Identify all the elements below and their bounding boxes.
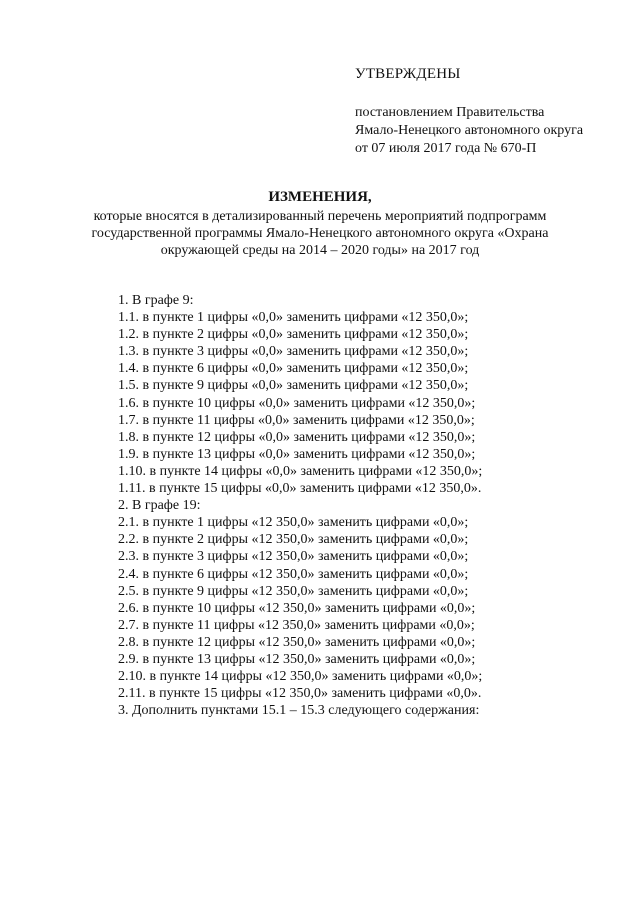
- document-subtitle-line: которые вносятся в детализированный перечень мероприятий подпрограмм: [93, 209, 547, 224]
- amendment-item: 1.9. в пункте 13 цифры «0,0» заменить цифрами «12 350,0»;: [118, 446, 476, 462]
- amendment-item: 1.6. в пункте 10 цифры «0,0» заменить цифрами «12 350,0»;: [118, 395, 476, 411]
- amendment-item: 2.9. в пункте 13 цифры «12 350,0» заменить цифрами «0,0»;: [118, 651, 476, 667]
- amendment-item: 2.1. в пункте 1 цифры «12 350,0» заменить цифрами «0,0»;: [118, 515, 469, 531]
- document-title: ИЗМЕНЕНИЯ,: [268, 189, 372, 205]
- approval-block: [355, 64, 625, 158]
- amendment-item: 1.4. в пункте 6 цифры «0,0» заменить цифрами «12 350,0»;: [118, 361, 469, 377]
- amendment-item: 1.3. в пункте 3 цифры «0,0» заменить цифрами «12 350,0»;: [118, 344, 469, 360]
- amendment-item: 2.2. в пункте 2 цифры «12 350,0» заменить цифрами «0,0»;: [118, 532, 469, 548]
- amendment-item: 2.7. в пункте 11 цифры «12 350,0» заменить цифрами «0,0»;: [118, 617, 475, 633]
- amendment-item: 2.3. в пункте 3 цифры «12 350,0» заменить цифрами «0,0»;: [118, 549, 469, 565]
- approval-line: от 07 июля 2017 года № 670-П: [355, 141, 537, 156]
- approval-line: Ямало-Ненецкого автономного округа: [355, 123, 584, 138]
- document-subtitle-line: окружающей среды на 2014 – 2020 годы» на 2017 год: [160, 243, 480, 258]
- amendment-item: 2.5. в пункте 9 цифры «12 350,0» заменить цифрами «0,0»;: [118, 583, 469, 599]
- amendment-item: 1.1. в пункте 1 цифры «0,0» заменить цифрами «12 350,0»;: [118, 310, 469, 326]
- approval-title: УТВЕРЖДЕНЫ: [355, 66, 461, 82]
- amendment-item: 2.10. в пункте 14 цифры «12 350,0» заменить цифрами «0,0»;: [118, 669, 483, 685]
- amendment-item: 2. В графе 19:: [118, 498, 201, 514]
- document-subtitle-line: государственной программы Ямало-Ненецкого автономного округа «Охрана: [91, 226, 549, 241]
- approval-line: постановлением Правительства: [355, 105, 545, 120]
- amendment-item: 1.11. в пункте 15 цифры «0,0» заменить цифрами «12 350,0».: [118, 481, 482, 497]
- amendment-item: 1.7. в пункте 11 цифры «0,0» заменить цифрами «12 350,0»;: [118, 412, 475, 428]
- amendment-item: 1. В графе 9:: [118, 293, 194, 308]
- amendment-item: 3. Дополнить пунктами 15.1 – 15.3 следующего содержания:: [118, 703, 480, 719]
- amendment-item: 1.2. в пункте 2 цифры «0,0» заменить цифрами «12 350,0»;: [118, 327, 469, 343]
- amendment-item: 2.11. в пункте 15 цифры «12 350,0» заменить цифрами «0,0».: [118, 686, 482, 702]
- amendment-item: 2.6. в пункте 10 цифры «12 350,0» заменить цифрами «0,0»;: [118, 600, 476, 616]
- amendment-item: 2.4. в пункте 6 цифры «12 350,0» заменить цифрами «0,0»;: [118, 566, 469, 582]
- amendment-item: 1.8. в пункте 12 цифры «0,0» заменить цифрами «12 350,0»;: [118, 429, 476, 445]
- amendment-item: 1.10. в пункте 14 цифры «0,0» заменить цифрами «12 350,0»;: [118, 463, 483, 479]
- document-heading: [60, 188, 580, 259]
- amendment-list: [118, 292, 618, 719]
- amendment-item: 2.8. в пункте 12 цифры «12 350,0» заменить цифрами «0,0»;: [118, 634, 476, 650]
- amendment-item: 1.5. в пункте 9 цифры «0,0» заменить цифрами «12 350,0»;: [118, 378, 469, 394]
